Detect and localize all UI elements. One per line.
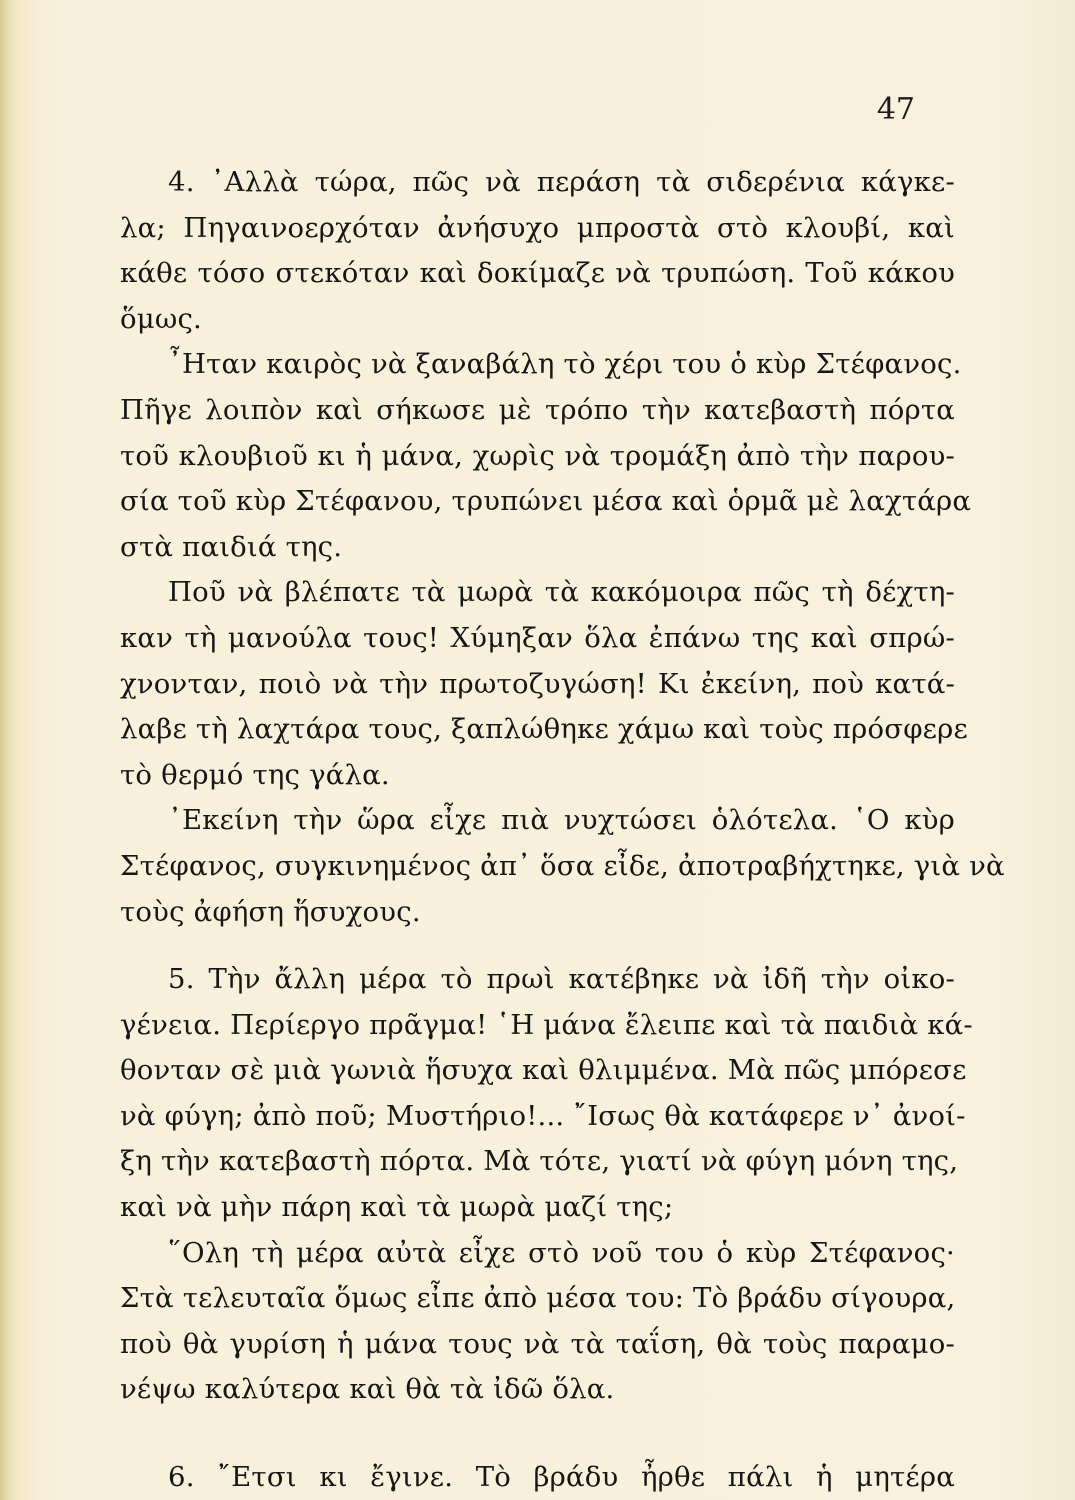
paragraph-5 [120,957,973,1231]
text-line: ὅμως. [120,302,202,335]
text-line: Στέφανος, συγκινημένος ἀπ᾿ ὅσα εἶδε, ἀποτραβήχτηκε, γιὰ νὰ [120,849,1005,882]
text-line: νέψω καλύτερα καὶ θὰ τὰ ἰδῶ ὅλα. [120,1373,615,1406]
paragraph-4b [120,342,972,570]
paragraph-4d [120,798,1005,935]
paragraph-5b [120,1231,955,1413]
body-text [120,160,1005,1500]
text-line: Πῆγε λοιπὸν καὶ σήκωσε μὲ τρόπο τὴν κατεβαστὴ πόρτα [120,393,955,426]
text-line: σία τοῦ κὺρ Στέφανου, τρυπώνει μέσα καὶ ὁρμᾶ μὲ λαχτάρα [120,485,972,518]
page-binding-edge [0,0,14,1500]
paragraph-6 [120,1455,955,1500]
text-line: 4. ᾿Αλλὰ τώρα, πῶς νὰ περάση τὰ σιδερένια κάγκε- [168,166,955,198]
text-line: τὸ θερμό της γάλα. [120,758,390,791]
text-line: νὰ φύγη; ἀπὸ ποῦ; Μυστήριο!... ῎Ισως θὰ κατάφερε ν᾿ ἀνοί- [120,1099,966,1132]
text-line: τοὺς ἀφήση ἥσυχους. [120,895,421,928]
text-line: ποὺ θὰ γυρίση ἡ μάνα τους νὰ τὰ ταΐση, θὰ τοὺς παραμο- [120,1327,955,1360]
paragraph-4c [120,570,968,798]
text-line: καὶ νὰ μὴν πάρη καὶ τὰ μωρὰ μαζί της; [120,1191,674,1224]
text-line: ῞Ολη τὴ μέρα αὐτὰ εἶχε στὸ νοῦ του ὁ κὺρ Στέφανος· [168,1236,955,1269]
text-line: ᾿Εκείνη τὴν ὥρα εἶχε πιὰ νυχτώσει ὁλότελα. ῾Ο κὺρ [168,804,955,837]
text-line: χνονταν, ποιὸ νὰ τὴν πρωτοζυγώση! Κι ἐκείνη, ποὺ κατά- [120,667,955,700]
text-line: καν τὴ μανούλα τους! Χύμηξαν ὅλα ἐπάνω της καὶ σπρώ- [120,621,955,654]
text-line: ῏Ηταν καιρὸς νὰ ξαναβάλη τὸ χέρι του ὁ κὺρ Στέφανος. [168,348,962,381]
paragraph-4 [120,160,955,342]
page-number: 47 [876,92,915,127]
text-line: θονταν σὲ μιὰ γωνιὰ ἥσυχα καὶ θλιμμένα. Μὰ πῶς μπόρεσε [120,1054,967,1087]
paragraph-spacer [120,935,955,957]
text-line: Ποῦ νὰ βλέπατε τὰ μωρὰ τὰ κακόμοιρα πῶς τὴ δέχτη- [168,576,955,609]
text-line: λαβε τὴ λαχτάρα τους, ξαπλώθηκε χάμω καὶ τοὺς πρόσφερε [120,713,968,746]
text-line: κάθε τόσο στεκόταν καὶ δοκίμαζε νὰ τρυπώση. Τοῦ κάκου [120,257,955,290]
text-line: τοῦ κλουβιοῦ κι ἡ μάνα, χωρὶς νὰ τρομάξη ἀπὸ τὴν παρου- [120,439,955,472]
text-line: στὰ παιδιά της. [120,530,343,563]
text-line: Στὰ τελευταῖα ὅμως εἶπε ἀπὸ μέσα του: Τὸ βράδυ σίγουρα, [120,1282,956,1315]
text-line: γένεια. Περίεργο πρᾶγμα! ῾Η μάνα ἔλειπε καὶ τὰ παιδιὰ κά- [120,1008,973,1041]
text-line: λα; Πηγαινοερχόταν ἀνήσυχο μπροστὰ στὸ κλουβί, καὶ [120,211,955,244]
text-line: 5. Τὴν ἄλλη μέρα τὸ πρωὶ κατέβηκε νὰ ἰδῆ τὴν οἰκο- [168,963,955,996]
text-line: 6. ῎Ετσι κι ἔγινε. Τὸ βράδυ ἦρθε πάλι ἡ μητέρα [168,1461,955,1494]
paragraph-spacer [120,1413,955,1455]
text-line: ξη τὴν κατεβαστὴ πόρτα. Μὰ τότε, γιατί νὰ φύγη μόνη της, [120,1145,959,1178]
